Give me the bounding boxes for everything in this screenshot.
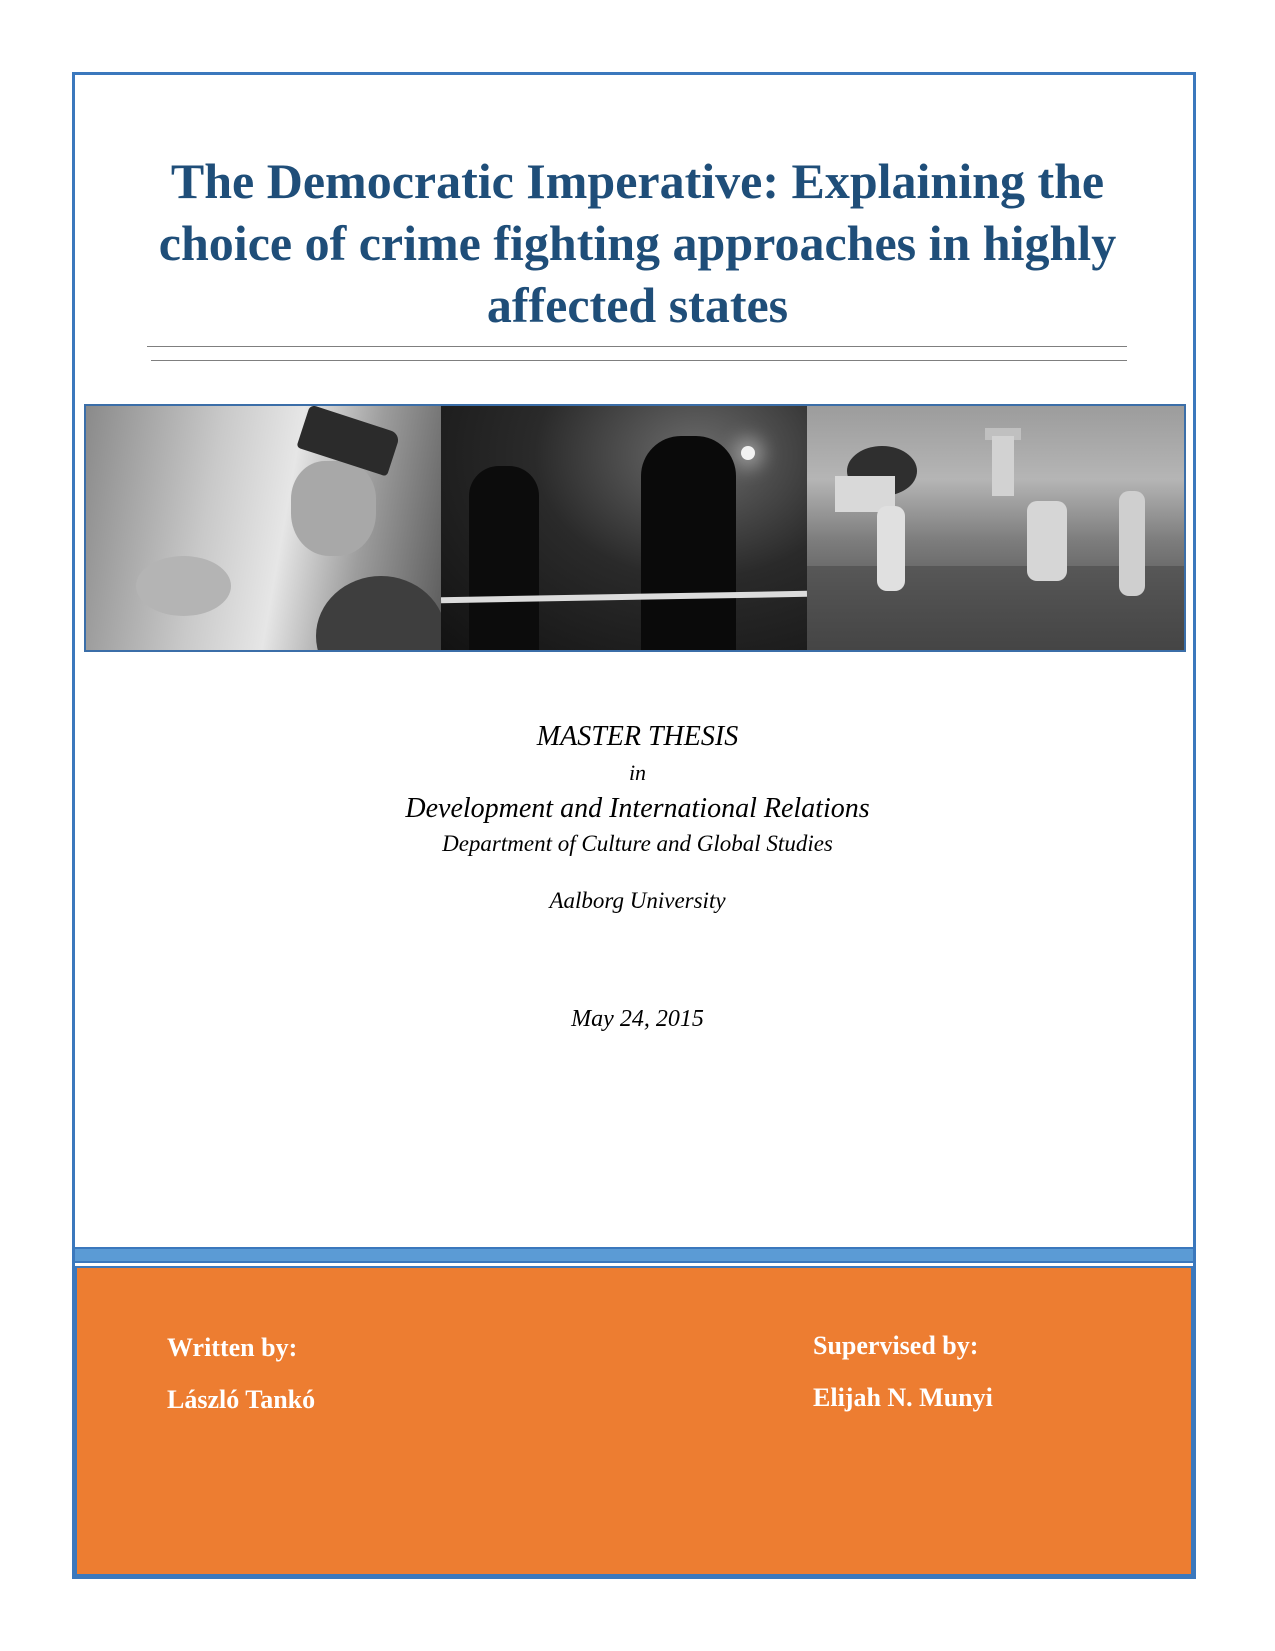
farm-workers-field-photo xyxy=(807,406,1184,650)
masked-police-officers-photo xyxy=(441,406,807,650)
author-name: László Tankó xyxy=(167,1385,316,1414)
author-label: Written by: xyxy=(167,1333,298,1362)
supervisor-name: Elijah N. Munyi xyxy=(813,1383,993,1412)
supervisor-label: Supervised by: xyxy=(813,1331,979,1360)
submission-date: May 24, 2015 xyxy=(571,1006,704,1032)
degree-in-label: in xyxy=(628,760,647,785)
degree-type: MASTER THESIS xyxy=(536,721,739,752)
cover-footer xyxy=(75,1266,1193,1576)
thesis-title: The Democratic Imperative: Explaining the choice of crime fighting approaches in highly affected states xyxy=(158,153,1117,333)
cover-photo-strip xyxy=(84,404,1186,652)
handgun-and-bullets-photo xyxy=(86,406,441,650)
university-name: Aalborg University xyxy=(549,888,726,913)
title-divider-bottom xyxy=(151,360,1127,361)
study-program: Development and International Relations xyxy=(405,793,870,824)
title-divider-top xyxy=(147,346,1127,347)
footer-accent-band xyxy=(75,1247,1193,1263)
department-name: Department of Culture and Global Studies xyxy=(442,831,833,856)
